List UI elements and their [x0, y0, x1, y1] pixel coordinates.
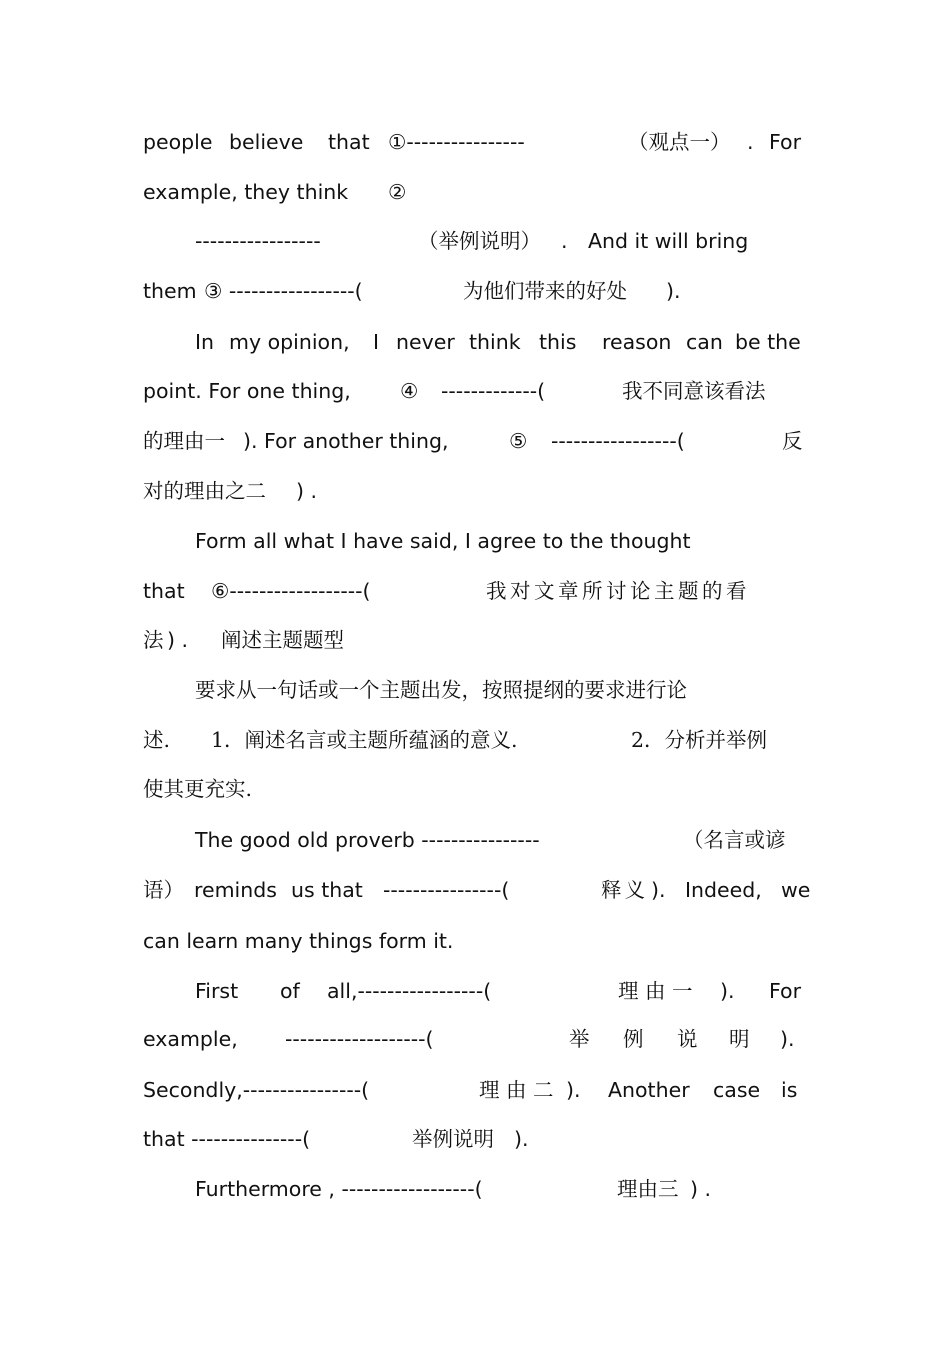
text-segment: -----------------	[195, 229, 321, 253]
text-segment: .	[561, 229, 568, 253]
text-segment: example,	[143, 1027, 238, 1051]
text-segment: Secondly,----------------(	[143, 1078, 370, 1102]
text-segment: （观点一）	[628, 130, 731, 154]
text-segment: （举例说明）	[418, 229, 541, 253]
text-segment: example, they think	[143, 180, 349, 204]
text-segment: ----------------(	[383, 878, 510, 902]
text-segment: 法	[143, 628, 164, 652]
text-segment: all,-----------------(	[327, 979, 492, 1003]
text-segment: （名言或谚	[683, 828, 786, 852]
text-segment: 反	[782, 429, 803, 453]
text-segment: 对的理由之二	[143, 479, 266, 503]
text-segment: 2．分析并举例	[631, 728, 768, 752]
text-segment: -------------------(	[285, 1027, 434, 1051]
text-segment: 语）	[143, 878, 184, 902]
text-segment: ).	[780, 1027, 795, 1051]
text-segment: ③ -----------------(	[204, 279, 363, 303]
text-segment: 说	[677, 1027, 698, 1051]
text-segment: .	[747, 130, 754, 154]
text-segment: Another	[608, 1078, 690, 1102]
text-segment: ).	[720, 979, 735, 1003]
text-segment: And it will bring	[588, 229, 749, 253]
text-segment: ⑤	[509, 429, 528, 453]
text-segment: never	[396, 330, 455, 354]
text-segment: 理由三	[617, 1177, 679, 1201]
text-segment: 举例说明	[412, 1127, 494, 1151]
text-segment: them	[143, 279, 197, 303]
text-segment: ) .	[296, 479, 318, 503]
text-segment: reason	[602, 330, 672, 354]
text-segment: ).	[514, 1127, 529, 1151]
text-segment: -------------(	[441, 379, 546, 403]
text-segment: 我对文章所讨论主题的看	[486, 579, 750, 603]
text-segment: 要求从一句话或一个主题出发，按照提纲的要求进行论	[195, 678, 687, 702]
text-segment: ⑥------------------(	[211, 579, 371, 603]
text-segment: 阐述主题题型	[221, 628, 344, 652]
text-segment: that	[328, 130, 370, 154]
text-segment: ④	[400, 379, 419, 403]
text-segment: I	[373, 330, 380, 354]
text-segment: 明	[729, 1027, 750, 1051]
text-segment: reminds	[194, 878, 277, 902]
text-segment: us that	[291, 878, 363, 902]
text-segment: 的理由一	[143, 429, 225, 453]
text-segment: 例	[623, 1027, 644, 1051]
text-segment: we	[781, 878, 811, 902]
text-segment: people	[143, 130, 213, 154]
text-segment: In	[195, 330, 215, 354]
text-segment: 举	[569, 1027, 590, 1051]
text-segment: 理 由 一	[618, 979, 693, 1003]
text-segment: that	[143, 579, 185, 603]
text-segment: ).	[666, 279, 681, 303]
text-segment: ). For another thing,	[243, 429, 449, 453]
text-segment: For	[769, 979, 802, 1003]
text-segment: 述.	[143, 728, 171, 752]
text-segment: of	[280, 979, 300, 1003]
text-segment: ①----------------	[388, 130, 525, 154]
text-segment: is	[781, 1078, 798, 1102]
text-segment: Furthermore , ------------------(	[195, 1177, 483, 1201]
text-segment: Indeed,	[685, 878, 762, 902]
text-segment: ②	[388, 180, 407, 204]
text-segment: can	[686, 330, 723, 354]
text-segment: believe	[229, 130, 304, 154]
text-segment: think	[469, 330, 521, 354]
text-segment: ).	[566, 1078, 581, 1102]
text-segment: ) .	[690, 1177, 712, 1201]
text-segment: be the	[735, 330, 801, 354]
text-segment: 我不同意该看法	[622, 379, 766, 403]
text-segment: 理 由 二	[479, 1078, 554, 1102]
text-segment: Form all what I have said, I agree to the thought	[195, 529, 691, 553]
text-segment: can learn many things form it.	[143, 929, 454, 953]
text-segment: this	[539, 330, 577, 354]
text-segment: my opinion,	[229, 330, 350, 354]
text-segment: 释义	[601, 878, 648, 902]
text-segment: 1．阐述名言或主题所蕴涵的意义.	[211, 728, 518, 752]
text-segment: 使其更充实.	[143, 777, 253, 801]
text-segment: The good old proverb ----------------	[195, 828, 540, 852]
text-segment: case	[713, 1078, 761, 1102]
text-segment: First	[195, 979, 239, 1003]
text-segment: that ---------------(	[143, 1127, 311, 1151]
text-segment: ) .	[167, 628, 189, 652]
text-segment: 为他们带来的好处	[463, 279, 627, 303]
text-segment: -----------------(	[551, 429, 685, 453]
text-segment: For	[769, 130, 802, 154]
text-segment: point. For one thing,	[143, 379, 351, 403]
text-segment: ).	[651, 878, 666, 902]
